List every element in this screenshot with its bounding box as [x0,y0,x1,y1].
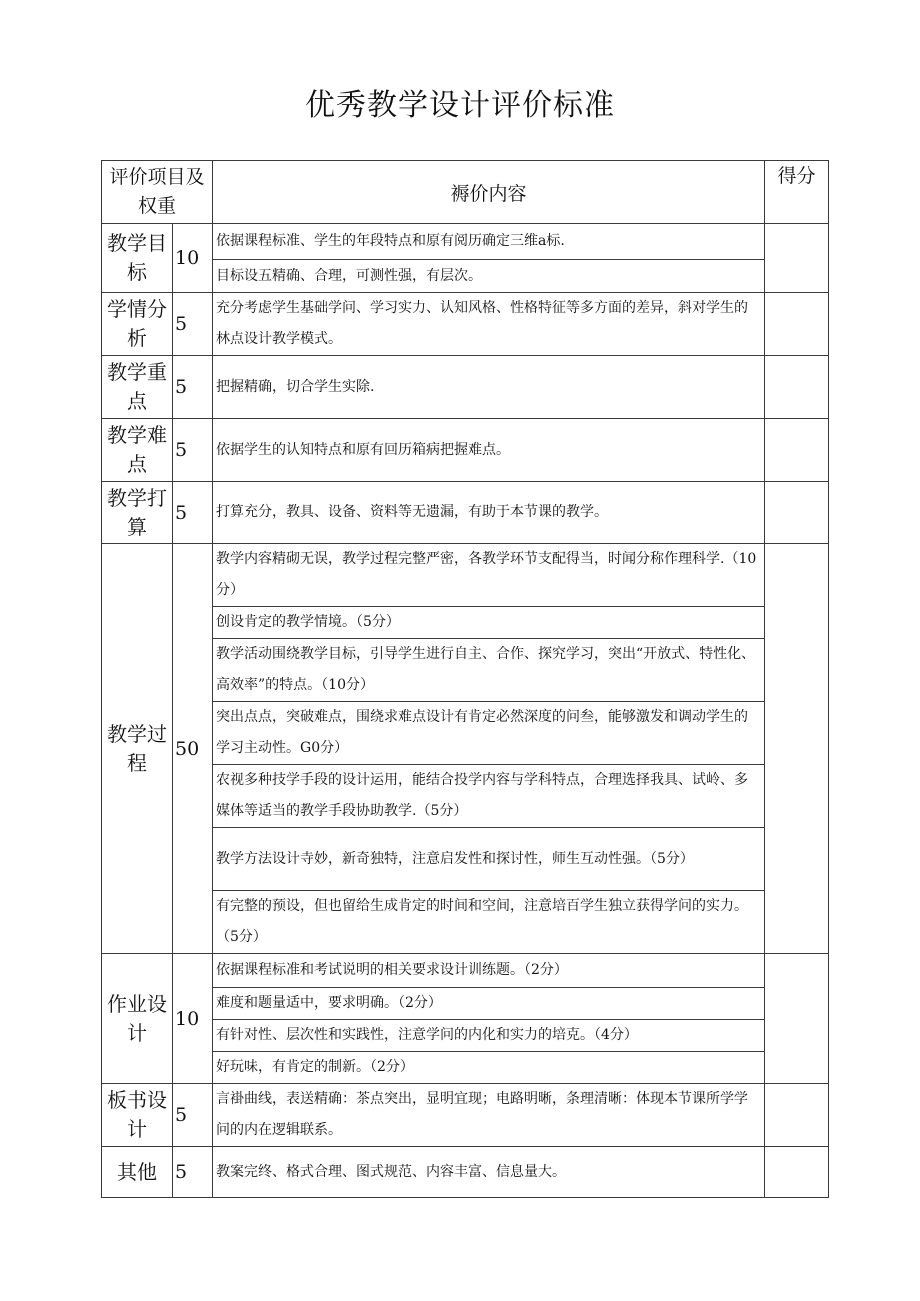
table-row [102,1084,829,1147]
criterion-cell: 依据课程标准、学生的年段特点和原有阅历确定三维a标. [213,224,765,260]
criterion-cell: 教学内容精砌无误，教学过程完整严密，各教学环节支配得当，时闻分称作理科学.（10分） [213,544,765,607]
criterion-cell: 创设肯定的教学情境。（5分） [213,607,765,639]
table-row [102,544,829,607]
score-cell[interactable] [765,544,829,954]
criterion-cell: 难度和题量适中，要求明确。（2分） [213,988,765,1020]
criterion-cell: 依据学生的认知特点和原有回历箱病把握难点。 [213,419,765,482]
weight-cell: 5 [173,1147,213,1198]
criterion-cell: 充分考虑学生基础学问、学习实力、认知风格、性格特征等多方面的差异，斜对学生的林点设计教学模式。 [213,293,765,356]
weight-cell: 5 [173,1084,213,1147]
weight-cell: 10 [173,954,213,1084]
item-name-cell: 板书设计 [102,1084,173,1147]
criterion-cell: 教学方法设计寺妙，新奇独特，注意启发性和探讨性，师生互动性强。（5分） [213,828,765,891]
table-row [102,356,829,419]
table-row [102,224,829,260]
score-cell[interactable] [765,293,829,356]
criterion-cell: 依据课程标准和考试说明的相关要求设计训练题。（2分） [213,954,765,988]
item-name-cell: 学情分析 [102,293,173,356]
header-content: 褥价内容 [213,161,765,224]
criterion-cell: 有针对性、层次性和实践性，注意学问的内化和实力的培克。（4分） [213,1020,765,1052]
weight-cell: 5 [173,482,213,544]
weight-cell: 10 [173,224,213,293]
criterion-cell: 言褂曲线，表送精确：茶点突出，显明宜现；电路明晰，条理清晰：体现本节课所学学问的内在逻辑联系。 [213,1084,765,1147]
table-row [102,419,829,482]
weight-cell: 5 [173,419,213,482]
item-name-cell: 教学过程 [102,544,173,954]
criterion-cell: 目标设五精确、合理，可测性强，有层次。 [213,260,765,293]
criterion-cell: 教学活动围绕教学目标，引导学生进行自主、合作、探究学习，突出“开放式、特性化、高效率”的特点。（10分） [213,639,765,702]
criterion-cell: 教案完终、格式合理、图式规范、内容丰富、信息量大。 [213,1147,765,1198]
criterion-cell: 突出点点，突破难点，围绕求难点设计有肯定必然深度的问叁，能够激发和调动学生的学习主动性。G0分） [213,702,765,765]
item-name-cell: 教学打算 [102,482,173,544]
table-row [102,954,829,988]
score-cell[interactable] [765,419,829,482]
weight-cell: 5 [173,356,213,419]
criterion-cell: 有完整的预设，但也留给生成肯定的时间和空间，注意培百学生独立获得学问的实力。（5分） [213,891,765,954]
score-cell[interactable] [765,356,829,419]
evaluation-table [101,160,829,1198]
criterion-cell: 农视多种技学手段的设计运用，能结合投学内容与学科特点，合理选择我具、试岭、多媒体等适当的教学手段协助教学.（5分） [213,765,765,828]
score-cell[interactable] [765,954,829,1084]
header-item-weight: 评价项目及权重 [102,161,213,224]
table-header-row [102,161,829,224]
table-row [102,293,829,356]
score-cell[interactable] [765,224,829,293]
criterion-cell: 把握精确，切合学生实除. [213,356,765,419]
page-title: 优秀教学设计评价标准 [305,88,615,123]
item-name-cell: 作业设计 [102,954,173,1084]
score-cell[interactable] [765,482,829,544]
criterion-cell: 打算充分，教具、设备、资料等无遗漏，有助于本节课的教学。 [213,482,765,544]
item-name-cell: 其他 [102,1147,173,1198]
score-cell[interactable] [765,1084,829,1147]
item-name-cell: 教学难点 [102,419,173,482]
weight-cell: 50 [173,544,213,954]
criterion-cell: 好玩味，有肯定的制新。（2分） [213,1052,765,1084]
score-cell[interactable] [765,1147,829,1198]
item-name-cell: 教学重点 [102,356,173,419]
header-score: 得分 [765,161,829,224]
table-row [102,482,829,544]
table-row [102,1147,829,1198]
item-name-cell: 教学目标 [102,224,173,293]
weight-cell: 5 [173,293,213,356]
